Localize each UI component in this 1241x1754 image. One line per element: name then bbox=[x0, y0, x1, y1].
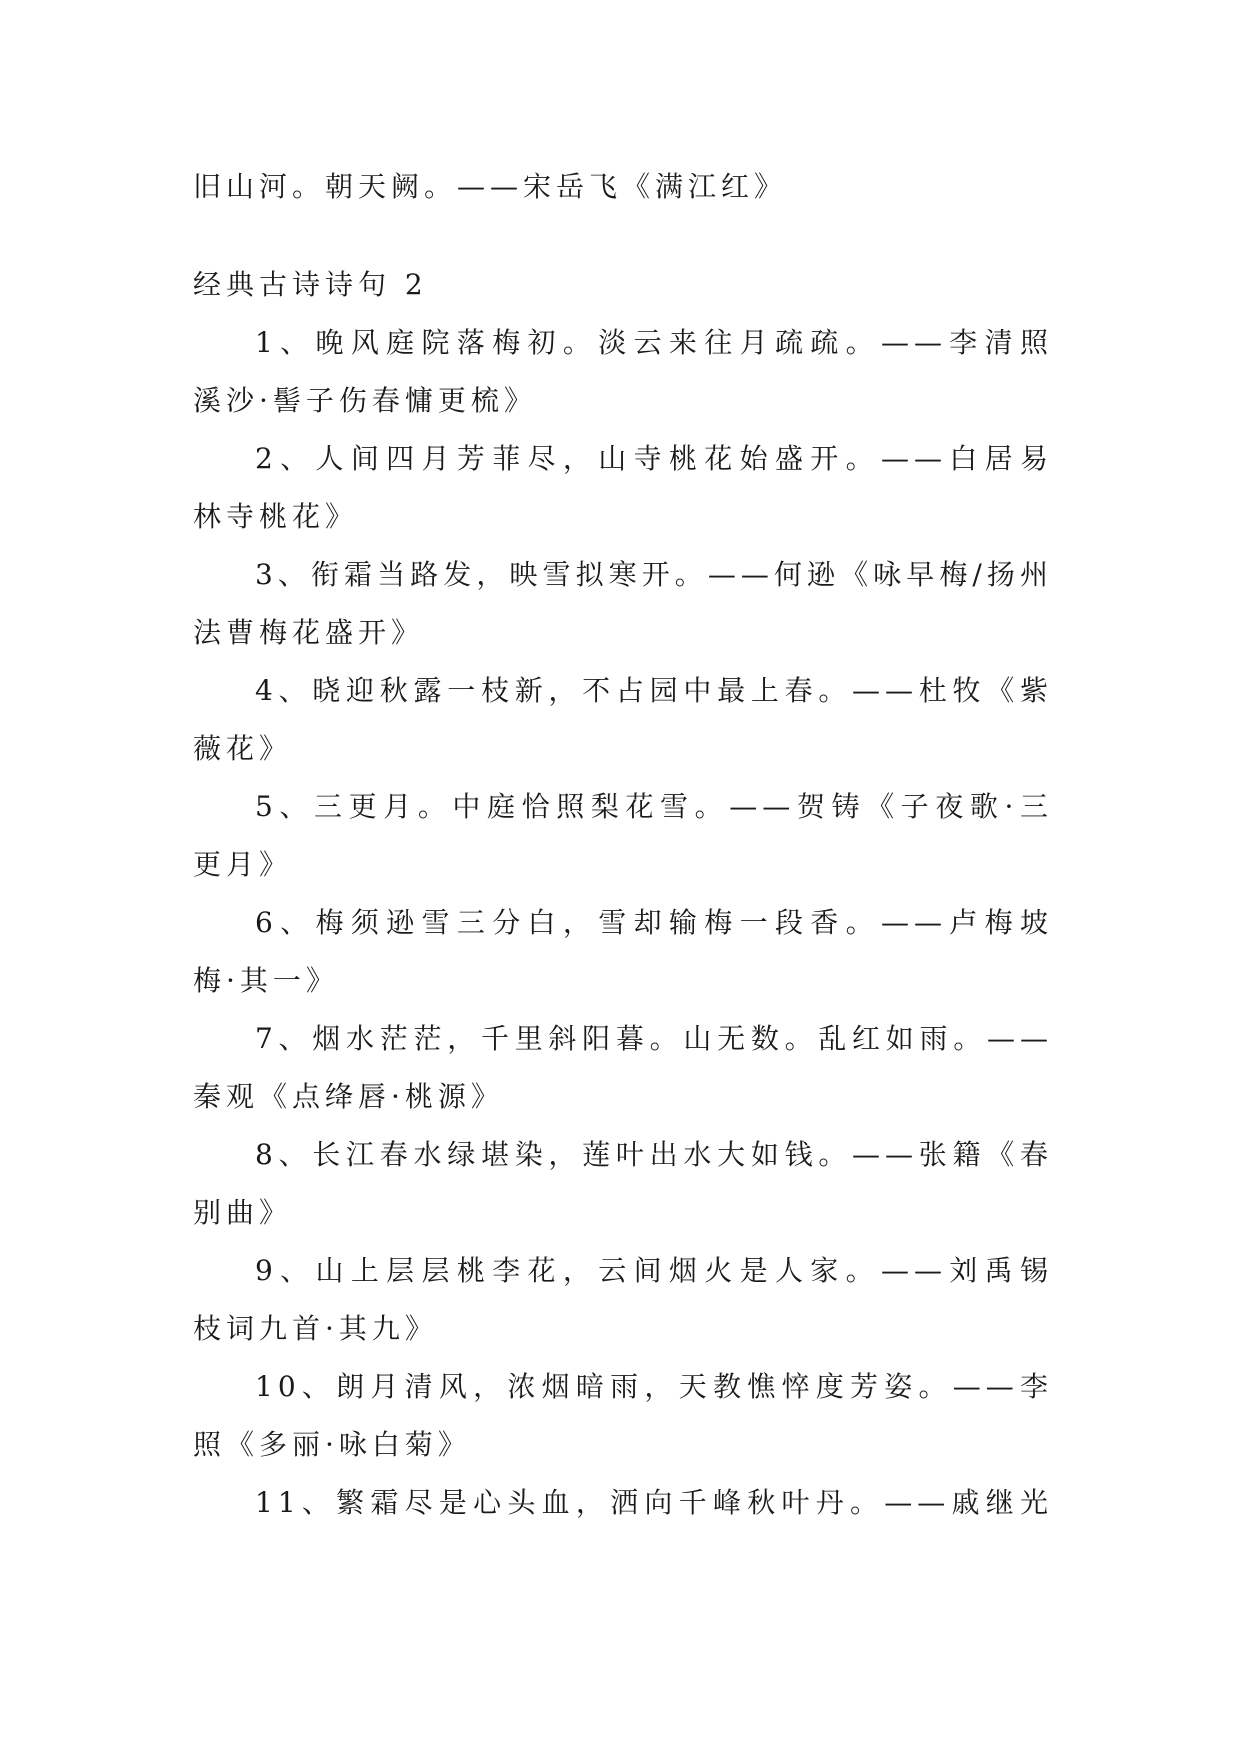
poem-item bbox=[193, 546, 1053, 662]
poem-line: 7、烟水茫茫，千里斜阳暮。山无数。乱红如雨。—— bbox=[255, 1022, 1053, 1055]
poem-line-continued: 溪沙·髻子伤春慵更梳》 bbox=[193, 384, 537, 417]
poem-line: 5、三更月。中庭恰照梨花雪。——贺铸《子夜歌·三 bbox=[255, 790, 1053, 823]
poem-item bbox=[193, 1242, 1053, 1358]
poem-line-continued: 枝词九首·其九》 bbox=[193, 1312, 438, 1345]
poem-item bbox=[193, 778, 1053, 894]
section-title: 经典古诗诗句 2 bbox=[193, 268, 428, 301]
poem-line: 8、长江春水绿堪染，莲叶出水大如钱。——张籍《春 bbox=[255, 1138, 1053, 1171]
poem-line: 1、晚风庭院落梅初。淡云来往月疏疏。——李清照 bbox=[255, 326, 1053, 359]
poem-line-continued: 更月》 bbox=[193, 848, 293, 881]
poem-line: 9、山上层层桃李花，云间烟火是人家。——刘禹锡 bbox=[255, 1254, 1053, 1287]
poem-line: 10、朗月清风，浓烟暗雨，天教憔悴度芳姿。——李 bbox=[255, 1370, 1053, 1403]
poem-line: 2、人间四月芳菲尽，山寺桃花始盛开。——白居易 bbox=[255, 442, 1053, 475]
poem-line: 11、繁霜尽是心头血，洒向千峰秋叶丹。——戚继光 bbox=[255, 1486, 1053, 1519]
poem-item bbox=[193, 314, 1053, 430]
poem-item bbox=[193, 1358, 1053, 1474]
poem-line-continued: 秦观《点绛唇·桃源》 bbox=[193, 1080, 504, 1113]
poem-item bbox=[193, 1474, 1053, 1532]
poem-item bbox=[193, 1126, 1053, 1242]
document-content bbox=[193, 158, 1053, 1532]
poem-line-continued: 照《多丽·咏白菊》 bbox=[193, 1428, 471, 1461]
poem-line-continued: 林寺桃花》 bbox=[193, 500, 359, 533]
continuation-line: 旧山河。朝天阙。——宋岳飞《满江红》 bbox=[193, 170, 788, 203]
poem-line: 3、衔霜当路发，映雪拟寒开。——何逊《咏早梅/扬州 bbox=[255, 558, 1053, 591]
poem-line-continued: 法曹梅花盛开》 bbox=[193, 616, 425, 649]
poem-line: 6、梅须逊雪三分白，雪却输梅一段香。——卢梅坡 bbox=[255, 906, 1053, 939]
poem-item bbox=[193, 430, 1053, 546]
poem-item bbox=[193, 662, 1053, 778]
poem-item bbox=[193, 894, 1053, 1010]
poem-item bbox=[193, 1010, 1053, 1126]
poem-line-continued: 薇花》 bbox=[193, 732, 293, 765]
poem-line-continued: 梅·其一》 bbox=[193, 964, 339, 997]
poem-line: 4、晓迎秋露一枝新，不占园中最上春。——杜牧《紫 bbox=[255, 674, 1053, 707]
poem-line-continued: 别曲》 bbox=[193, 1196, 293, 1229]
